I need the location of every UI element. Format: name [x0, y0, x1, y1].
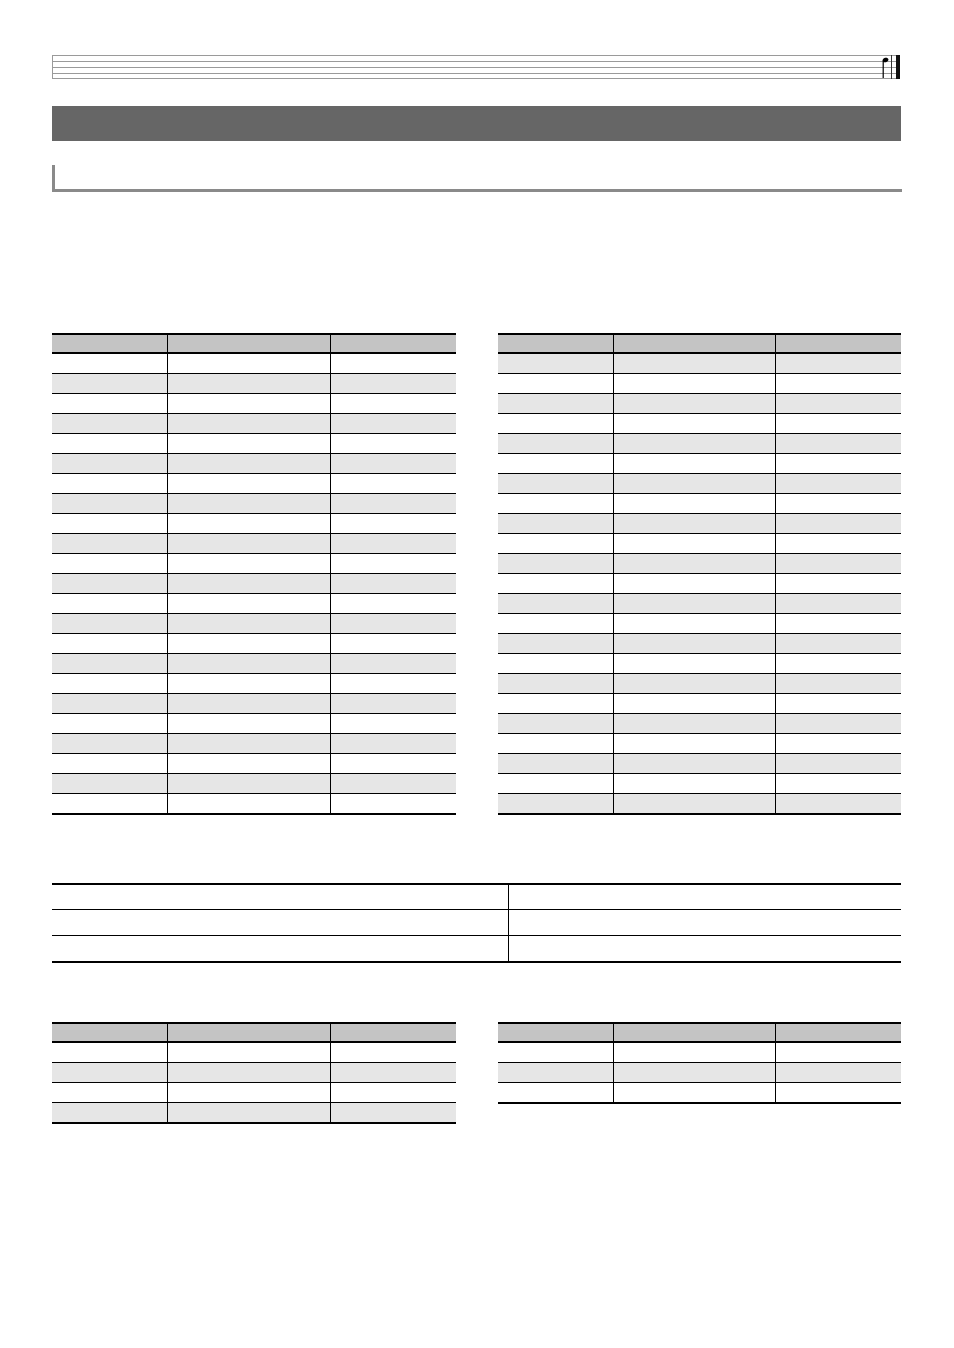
- table-cell: [498, 594, 613, 614]
- table-row: [498, 654, 901, 674]
- table-cell: [52, 534, 167, 554]
- table-cell: [498, 534, 613, 554]
- table-cell: [613, 714, 775, 734]
- table-row: [498, 754, 901, 774]
- table-cell: [330, 534, 456, 554]
- table-cell: [330, 374, 456, 394]
- table-row: [52, 374, 456, 394]
- table-cell: [613, 674, 775, 694]
- table-cell: [613, 794, 775, 815]
- table-cell: [52, 474, 167, 494]
- table-cell: [330, 434, 456, 454]
- table-cell: [330, 794, 456, 815]
- table-cell: [330, 734, 456, 754]
- table-cell: [613, 734, 775, 754]
- table-cell: [613, 394, 775, 414]
- table-cell: [613, 694, 775, 714]
- table-cell: [775, 774, 901, 794]
- data-table-bottom-right: [498, 1022, 901, 1104]
- table-row: [52, 634, 456, 654]
- table-cell: [613, 574, 775, 594]
- table-cell: [330, 634, 456, 654]
- table-cell: [330, 714, 456, 734]
- table-cell: [167, 353, 330, 374]
- table-cell: [167, 734, 330, 754]
- table-cell: [330, 574, 456, 594]
- table-cell: [167, 654, 330, 674]
- table-cell: [775, 474, 901, 494]
- table-cell: [613, 454, 775, 474]
- table-row: [498, 1042, 901, 1063]
- table-cell: [613, 754, 775, 774]
- table-cell: [613, 614, 775, 634]
- table-row: [52, 353, 456, 374]
- table-row: [52, 654, 456, 674]
- table-row: [498, 554, 901, 574]
- table-row: [52, 694, 456, 714]
- table-cell: [613, 434, 775, 454]
- table-row: [52, 1063, 456, 1083]
- table-header-row: [52, 884, 901, 910]
- table-cell: [167, 534, 330, 554]
- table-cell: [498, 1063, 613, 1083]
- table-cell: [613, 494, 775, 514]
- table-cell: [775, 574, 901, 594]
- table-cell: [167, 1103, 330, 1124]
- table-cell: [498, 714, 613, 734]
- table-cell: [498, 674, 613, 694]
- table-cell: [498, 554, 613, 574]
- table-row: [498, 714, 901, 734]
- table-cell: [498, 1042, 613, 1063]
- table-row: [52, 1083, 456, 1103]
- table-cell: [498, 614, 613, 634]
- table-cell: [52, 554, 167, 574]
- table-cell: [330, 454, 456, 474]
- table-cell: [330, 494, 456, 514]
- table-row: [52, 1042, 456, 1063]
- table-cell: [498, 414, 613, 434]
- table-cell: [52, 394, 167, 414]
- table-row: [498, 534, 901, 554]
- table-cell: [167, 494, 330, 514]
- table-cell: [52, 594, 167, 614]
- table-row: [498, 434, 901, 454]
- table-cell: [613, 534, 775, 554]
- table-cell: [167, 1083, 330, 1103]
- table-cell: [775, 714, 901, 734]
- table-cell: [775, 454, 901, 474]
- data-table-bottom-left: [52, 1022, 456, 1124]
- table-cell: [52, 353, 167, 374]
- table-cell: [498, 394, 613, 414]
- table-cell: [775, 1063, 901, 1083]
- table-cell: [167, 474, 330, 494]
- table-cell: [52, 654, 167, 674]
- table-cell: [52, 414, 167, 434]
- table-cell: [775, 734, 901, 754]
- table-row: [52, 394, 456, 414]
- table-cell: [498, 374, 613, 394]
- table-row: [52, 594, 456, 614]
- table-cell: [167, 614, 330, 634]
- table-row: [52, 614, 456, 634]
- table-cell: [498, 1083, 613, 1104]
- table-row: [498, 1083, 901, 1104]
- table-cell: [167, 674, 330, 694]
- table-cell: [498, 514, 613, 534]
- table-row: [52, 514, 456, 534]
- table-cell: [330, 694, 456, 714]
- table-cell: [775, 1083, 901, 1104]
- table-row: [498, 794, 901, 815]
- table-cell: [52, 1083, 167, 1103]
- table-cell: [330, 1063, 456, 1083]
- table-cell: [167, 594, 330, 614]
- table-header-row: [498, 1023, 901, 1042]
- table-cell: [52, 454, 167, 474]
- table-row: [498, 474, 901, 494]
- table-row: [498, 574, 901, 594]
- table-row: [498, 1063, 901, 1083]
- table-cell: [330, 474, 456, 494]
- table-cell: [52, 794, 167, 815]
- table-row: [498, 694, 901, 714]
- table-row: [498, 674, 901, 694]
- table-cell: [613, 353, 775, 374]
- table-cell: [498, 474, 613, 494]
- table-cell: [52, 1042, 167, 1063]
- table-cell: [775, 514, 901, 534]
- table-cell: [775, 1042, 901, 1063]
- table-cell: [52, 574, 167, 594]
- table-row: [52, 754, 456, 774]
- table-cell: [330, 554, 456, 574]
- table-cell: [167, 754, 330, 774]
- table-header-row: [52, 1023, 456, 1042]
- table-cell: [330, 353, 456, 374]
- table-cell: [498, 434, 613, 454]
- table-cell: [498, 774, 613, 794]
- table-row: [498, 594, 901, 614]
- table-cell: [613, 1083, 775, 1104]
- table-cell: [330, 774, 456, 794]
- table-cell: [52, 494, 167, 514]
- table-cell: [775, 614, 901, 634]
- table-cell: [167, 434, 330, 454]
- table-cell: [330, 1083, 456, 1103]
- subsection-heading: [52, 165, 902, 192]
- table-cell: [330, 1042, 456, 1063]
- music-staff-icon: [52, 55, 900, 79]
- table-cell: [330, 394, 456, 414]
- data-table-top-left: [52, 333, 456, 815]
- table-row: [498, 774, 901, 794]
- table-cell: [775, 353, 901, 374]
- table-cell: [52, 674, 167, 694]
- table-row: [52, 936, 901, 963]
- table-cell: [775, 674, 901, 694]
- table-cell: [330, 414, 456, 434]
- table-row: [52, 910, 901, 936]
- table-cell: [330, 594, 456, 614]
- table-row: [52, 1103, 456, 1124]
- table-cell: [775, 594, 901, 614]
- table-cell: [613, 634, 775, 654]
- table-row: [52, 434, 456, 454]
- table-cell: [613, 774, 775, 794]
- table-cell: [498, 353, 613, 374]
- table-cell: [498, 634, 613, 654]
- table-cell: [167, 774, 330, 794]
- table-cell: [330, 614, 456, 634]
- table-cell: [775, 554, 901, 574]
- table-cell: [613, 514, 775, 534]
- table-row: [498, 614, 901, 634]
- table-cell: [167, 514, 330, 534]
- table-header-row: [52, 334, 456, 353]
- table-cell: [52, 1063, 167, 1083]
- data-table-middle: [52, 883, 901, 963]
- table-cell: [775, 694, 901, 714]
- table-cell: [498, 794, 613, 815]
- table-cell: [775, 754, 901, 774]
- table-cell: [330, 514, 456, 534]
- table-cell: [613, 654, 775, 674]
- table-cell: [613, 1063, 775, 1083]
- table-cell: [775, 494, 901, 514]
- table-cell: [167, 414, 330, 434]
- table-cell: [330, 754, 456, 774]
- table-cell: [613, 554, 775, 574]
- table-row: [52, 534, 456, 554]
- table-cell: [167, 694, 330, 714]
- table-row: [498, 353, 901, 374]
- table-cell: [775, 394, 901, 414]
- table-cell: [613, 374, 775, 394]
- table-cell: [52, 774, 167, 794]
- table-cell: [498, 654, 613, 674]
- table-row: [52, 454, 456, 474]
- table-cell: [167, 374, 330, 394]
- section-title-bar: [52, 106, 901, 141]
- table-cell: [167, 714, 330, 734]
- table-cell: [167, 1063, 330, 1083]
- table-row: [498, 374, 901, 394]
- table-cell: [52, 374, 167, 394]
- table-cell: [775, 374, 901, 394]
- table-cell: [498, 734, 613, 754]
- table-cell: [613, 1042, 775, 1063]
- table-cell: [498, 494, 613, 514]
- table-cell: [167, 394, 330, 414]
- table-cell: [775, 654, 901, 674]
- table-cell: [52, 694, 167, 714]
- table-cell: [775, 434, 901, 454]
- table-cell: [167, 1042, 330, 1063]
- table-cell: [498, 574, 613, 594]
- table-cell: [613, 474, 775, 494]
- table-row: [52, 574, 456, 594]
- table-cell: [498, 694, 613, 714]
- table-cell: [167, 634, 330, 654]
- table-row: [52, 674, 456, 694]
- table-row: [498, 634, 901, 654]
- table-cell: [330, 654, 456, 674]
- table-cell: [498, 754, 613, 774]
- table-cell: [775, 794, 901, 815]
- table-cell: [167, 794, 330, 815]
- table-row: [498, 414, 901, 434]
- table-row: [52, 554, 456, 574]
- table-cell: [52, 634, 167, 654]
- table-header-row: [498, 334, 901, 353]
- table-cell: [52, 614, 167, 634]
- table-row: [498, 494, 901, 514]
- table-row: [52, 774, 456, 794]
- table-cell: [52, 434, 167, 454]
- table-cell: [52, 754, 167, 774]
- table-row: [52, 414, 456, 434]
- table-cell: [330, 674, 456, 694]
- table-row: [498, 734, 901, 754]
- table-cell: [52, 734, 167, 754]
- table-cell: [167, 574, 330, 594]
- eighth-note-icon: [882, 55, 890, 79]
- table-cell: [775, 634, 901, 654]
- data-table-top-right: [498, 333, 901, 815]
- table-cell: [52, 714, 167, 734]
- table-cell: [52, 1103, 167, 1124]
- table-cell: [775, 534, 901, 554]
- table-cell: [775, 414, 901, 434]
- table-row: [498, 514, 901, 534]
- table-cell: [613, 594, 775, 614]
- table-cell: [330, 1103, 456, 1124]
- table-cell: [52, 514, 167, 534]
- table-row: [52, 474, 456, 494]
- table-cell: [613, 414, 775, 434]
- table-row: [52, 794, 456, 815]
- table-row: [498, 454, 901, 474]
- table-cell: [498, 454, 613, 474]
- table-cell: [167, 554, 330, 574]
- table-row: [498, 394, 901, 414]
- table-row: [52, 714, 456, 734]
- table-row: [52, 734, 456, 754]
- table-cell: [167, 454, 330, 474]
- table-row: [52, 494, 456, 514]
